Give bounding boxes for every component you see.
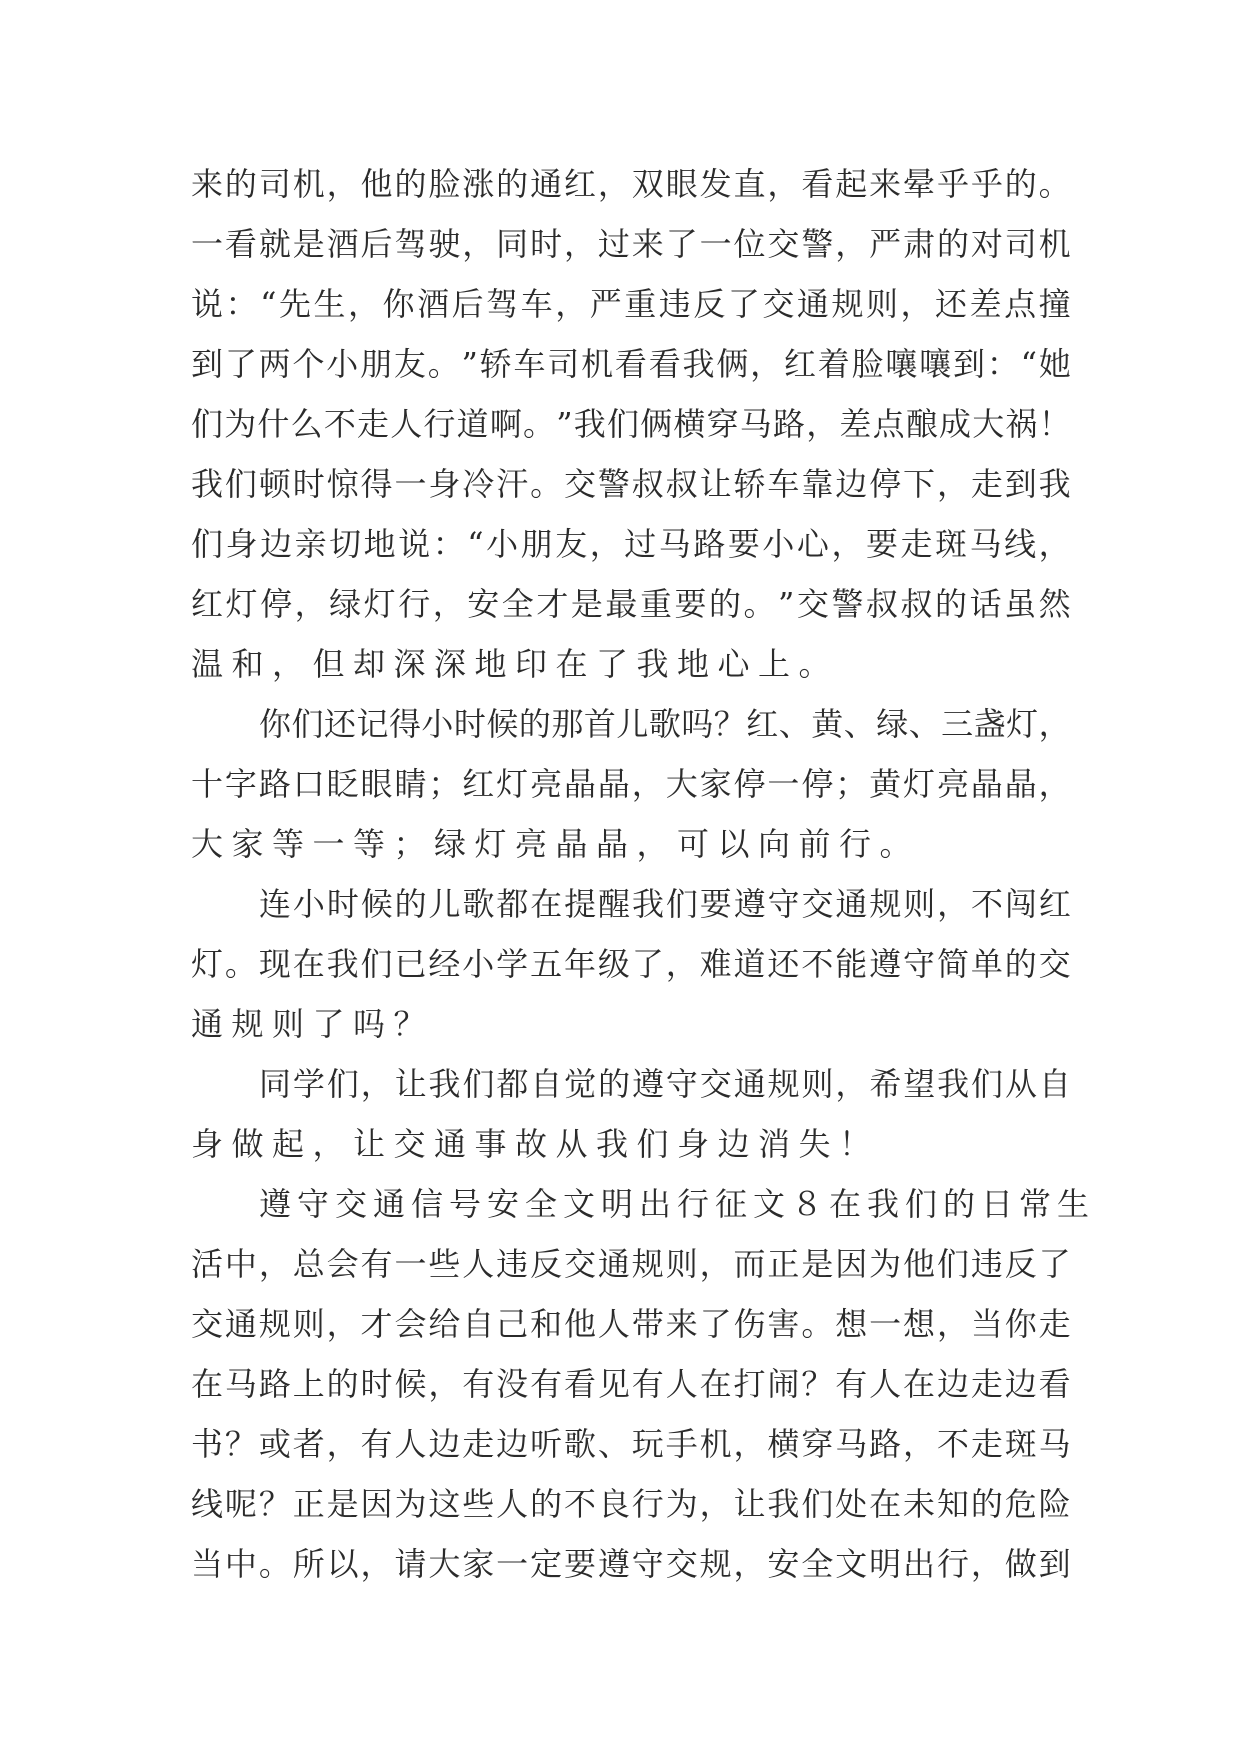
text-line: [191, 1054, 1071, 1114]
text-line: [191, 994, 1071, 1054]
text-line: [191, 514, 1071, 574]
text-line: [191, 274, 1071, 334]
line-text: 连 小 时 候 的 儿 歌 都 在 提 醒 我 们 要 遵 守 交 通 规 则 ， 不 闯 红: [259, 885, 1071, 923]
text-line: [191, 214, 1071, 274]
line-text: 一 看 就 是 酒 后 驾 驶 ， 同 时 ， 过 来 了 一 位 交 警 ， 严 肃 的 对 司 机: [191, 225, 1071, 263]
line-text: 交 通 规 则 ， 才 会 给 自 己 和 他 人 带 来 了 伤 害 。 想 一 想 ， 当 你 走: [191, 1305, 1071, 1343]
text-line: [191, 394, 1071, 454]
line-text: 温和，但却深深地印在了我地心上。: [191, 645, 840, 683]
line-text: 来 的 司 机 ， 他 的 脸 涨 的 通 红 ， 双 眼 发 直 ， 看 起 来 晕 乎 乎 的 。: [191, 165, 1071, 203]
line-text: 到 了 两 个 小 朋 友 。 ” 轿 车 司 机 看 看 我 俩 ， 红 着 脸 嚷 嚷 到 ： “ 她: [191, 345, 1071, 383]
body-text: [191, 154, 1096, 1594]
line-text: 通规则了吗？: [191, 1005, 435, 1043]
line-text: 在 马 路 上 的 时 候 ， 有 没 有 看 见 有 人 在 打 闹 ？ 有 人 在 边 走 边 看: [191, 1365, 1071, 1403]
line-text: 大家等一等；绿灯亮晶晶，可以向前行。: [191, 825, 921, 863]
text-line: [191, 1234, 1071, 1294]
text-line: [191, 1354, 1071, 1414]
line-text: 红 灯 停 ， 绿 灯 行 ， 安 全 才 是 最 重 要 的 。 ” 交 警 叔 叔 的 话 虽 然: [191, 585, 1071, 623]
text-line: [191, 814, 1071, 874]
text-line: [191, 934, 1071, 994]
text-line: [191, 1534, 1071, 1594]
text-line: [191, 454, 1071, 514]
line-text-continued: 在我们的日常生: [829, 1185, 1096, 1223]
line-text: 线 呢 ？ 正 是 因 为 这 些 人 的 不 良 行 为 ， 让 我 们 处 在 未 知 的 危 险: [191, 1485, 1071, 1523]
text-line: [191, 1174, 1096, 1234]
text-line: [191, 1114, 1071, 1174]
text-line: [191, 694, 1071, 754]
text-line: [191, 334, 1071, 394]
line-text: 书 ？ 或 者 ， 有 人 边 走 边 听 歌 、 玩 手 机 ， 横 穿 马 路 ， 不 走 斑 马: [191, 1425, 1071, 1463]
line-text: 我 们 顿 时 惊 得 一 身 冷 汗 。 交 警 叔 叔 让 轿 车 靠 边 停 下 ， 走 到 我: [191, 465, 1071, 503]
line-text: 活 中 ， 总 会 有 一 些 人 违 反 交 通 规 则 ， 而 正 是 因 为 他 们 违 反 了: [191, 1245, 1071, 1283]
line-text: 同 学 们 ， 让 我 们 都 自 觉 的 遵 守 交 通 规 则 ， 希 望 我 们 从 自: [259, 1065, 1071, 1103]
text-line: [191, 874, 1071, 934]
line-text: 十 字 路 口 眨 眼 睛 ； 红 灯 亮 晶 晶 ， 大 家 停 一 停 ； 黄 灯 亮 晶 晶 ，: [191, 765, 1071, 803]
text-line: [191, 154, 1071, 214]
text-line: [191, 754, 1071, 814]
line-text: 当 中 。 所 以 ， 请 大 家 一 定 要 遵 守 交 规 ， 安 全 文 明 出 行 ， 做 到: [191, 1545, 1071, 1583]
line-text: 遵守交通信号安全文明出行征文８: [259, 1185, 830, 1223]
line-text: 们 身 边 亲 切 地 说 ： “ 小 朋 友 ， 过 马 路 要 小 心 ， 要 走 斑 马 线 ，: [191, 525, 1071, 563]
line-text: 们 为 什 么 不 走 人 行 道 啊 。 ” 我 们 俩 横 穿 马 路 ， 差 点 酿 成 大 祸 ！: [191, 405, 1071, 443]
text-line: [191, 1474, 1071, 1534]
text-line: [191, 1294, 1071, 1354]
text-line: [191, 574, 1071, 634]
text-line: [191, 1414, 1071, 1474]
line-text: 身做起，让交通事故从我们身边消失！: [191, 1125, 880, 1163]
line-text: 说 ： “ 先 生 ， 你 酒 后 驾 车 ， 严 重 违 反 了 交 通 规 则 ， 还 差 点 撞: [191, 285, 1071, 323]
text-line: [191, 634, 1071, 694]
line-text: 你 们 还 记 得 小 时 候 的 那 首 儿 歌 吗 ？ 红 、 黄 、 绿 、 三 盏 灯 ，: [259, 705, 1071, 743]
line-text: 灯 。 现 在 我 们 已 经 小 学 五 年 级 了 ， 难 道 还 不 能 遵 守 简 单 的 交: [191, 945, 1071, 983]
